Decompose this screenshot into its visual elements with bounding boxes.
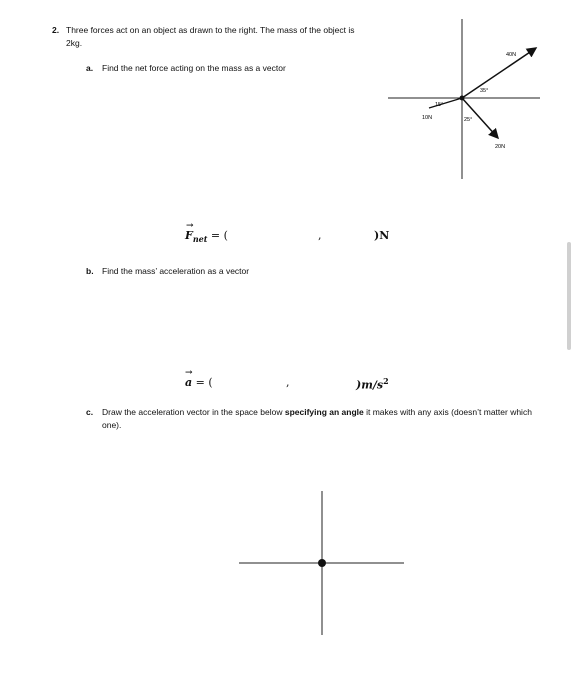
- question-text: Three forces act on an object as drawn to the right. The mass of the object is 2kg.: [66, 25, 355, 48]
- label-35-degrees: 35°: [480, 88, 489, 94]
- force-diagram: [380, 14, 550, 184]
- force-10n-line: [429, 98, 462, 108]
- vertical-scrollbar[interactable]: [567, 242, 571, 350]
- label-25-degrees: 25°: [464, 117, 473, 123]
- part-b-letter: b.: [86, 266, 94, 276]
- part-a-letter: a.: [86, 63, 94, 73]
- acceleration-equation: [185, 368, 213, 389]
- label-15-degrees: 15°: [435, 102, 444, 108]
- net-force-symbol: → $F_{net}$: [185, 221, 208, 245]
- question-number: 2.: [52, 25, 60, 35]
- part-a-text: Find the net force acting on the mass as a vector: [102, 63, 286, 73]
- label-20n: 20N: [495, 144, 506, 150]
- net-force-units: )N: [374, 229, 390, 242]
- part-c-emphasis: specifying an angle: [284, 407, 364, 417]
- force-40n-arrow: [462, 48, 536, 98]
- diagram-origin-dot: [460, 96, 465, 101]
- net-force-equals: = (: [210, 229, 228, 242]
- acceleration-units: )$m/s^2$: [356, 376, 389, 392]
- vector-arrow-icon: →: [186, 221, 194, 231]
- label-40n: 40N: [506, 52, 517, 58]
- blank-origin-dot: [318, 559, 326, 567]
- acceleration-equals: = (: [195, 376, 213, 389]
- net-force-comma: ,: [318, 229, 322, 242]
- part-b-text: Find the mass’ acceleration as a vector: [102, 266, 250, 276]
- blank-axes: [236, 488, 408, 638]
- acceleration-symbol: → a: [185, 368, 193, 389]
- part-c-letter: c.: [86, 407, 94, 417]
- net-force-equation: [185, 221, 228, 245]
- vector-arrow-icon: →: [185, 368, 193, 378]
- label-10n: 10N: [422, 115, 433, 121]
- acceleration-comma: ,: [286, 376, 290, 389]
- part-c-text: Draw the acceleration vector in the space below specifying an angle it makes with any axis (doesn’t matter which one).: [102, 407, 532, 430]
